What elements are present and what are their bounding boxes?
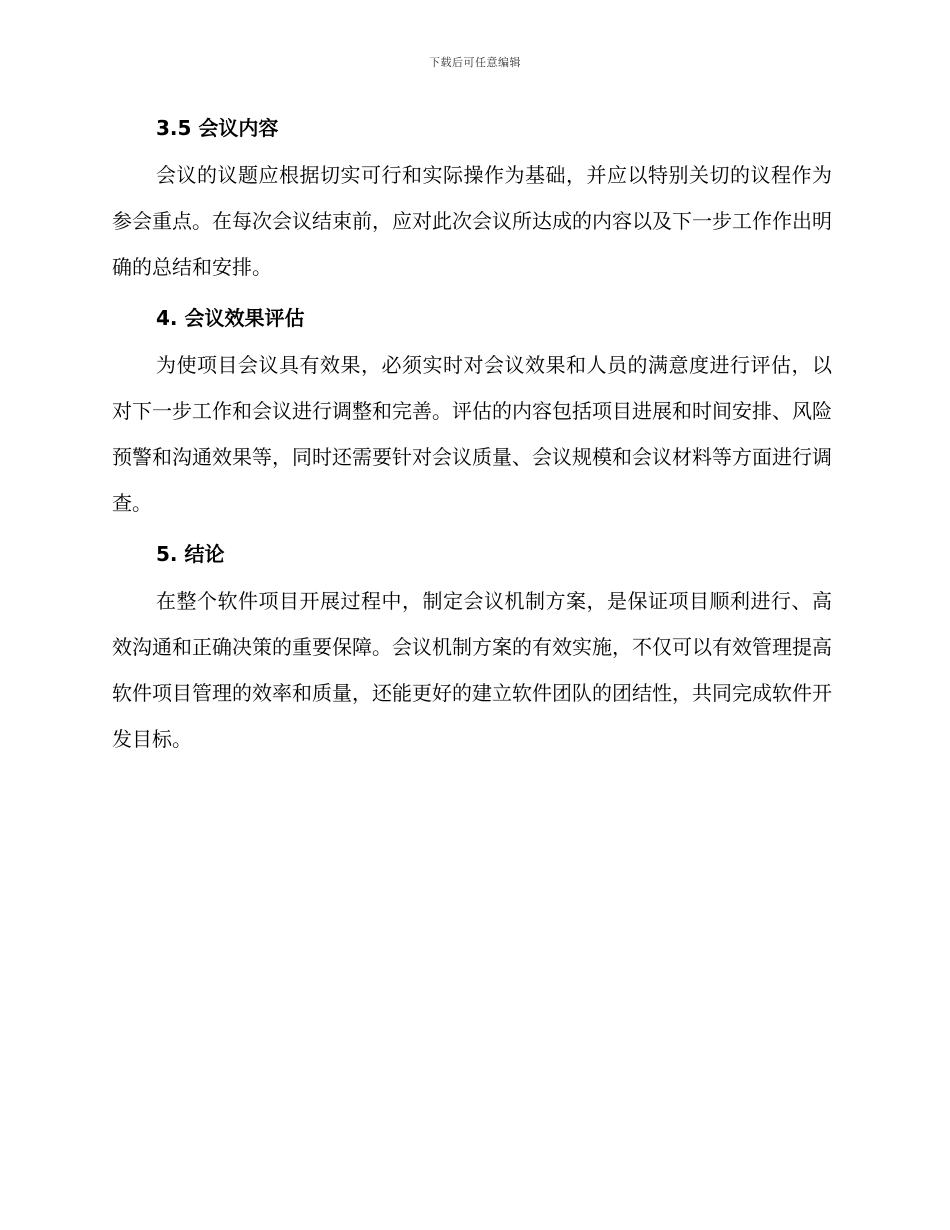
- section-paragraph-meeting-content: 会议的议题应根据切实可行和实际操作为基础，并应以特别关切的议程作为参会重点。在每次会议结束前，应对此次会议所达成的内容以及下一步工作作出明确的总结和安排。: [112, 163, 832, 279]
- section-heading-conclusion: 5. 结论: [156, 542, 225, 566]
- section-heading-meeting-content: 3.5 会议内容: [156, 116, 279, 140]
- header-note: 下载后可任意编辑: [429, 56, 521, 69]
- section-paragraph-effect-evaluation: 为使项目会议具有效果，必须实时对会议效果和人员的满意度进行评估，以对下一步工作和会议进行调整和完善。评估的内容包括项目进展和时间安排、风险预警和沟通效果等，同时还需要针对会议质量、会议规模和会议材料等方面进行调查。: [112, 353, 832, 515]
- document-body: [112, 104, 832, 766]
- section-paragraph-conclusion: 在整个软件项目开展过程中，制定会议机制方案，是保证项目顺利进行、高效沟通和正确决策的重要保障。会议机制方案的有效实施，不仅可以有效管理提高软件项目管理的效率和质量，还能更好的建立软件团队的团结性，共同完成软件开发目标。: [112, 589, 832, 751]
- section-heading-effect-evaluation: 4. 会议效果评估: [156, 306, 305, 330]
